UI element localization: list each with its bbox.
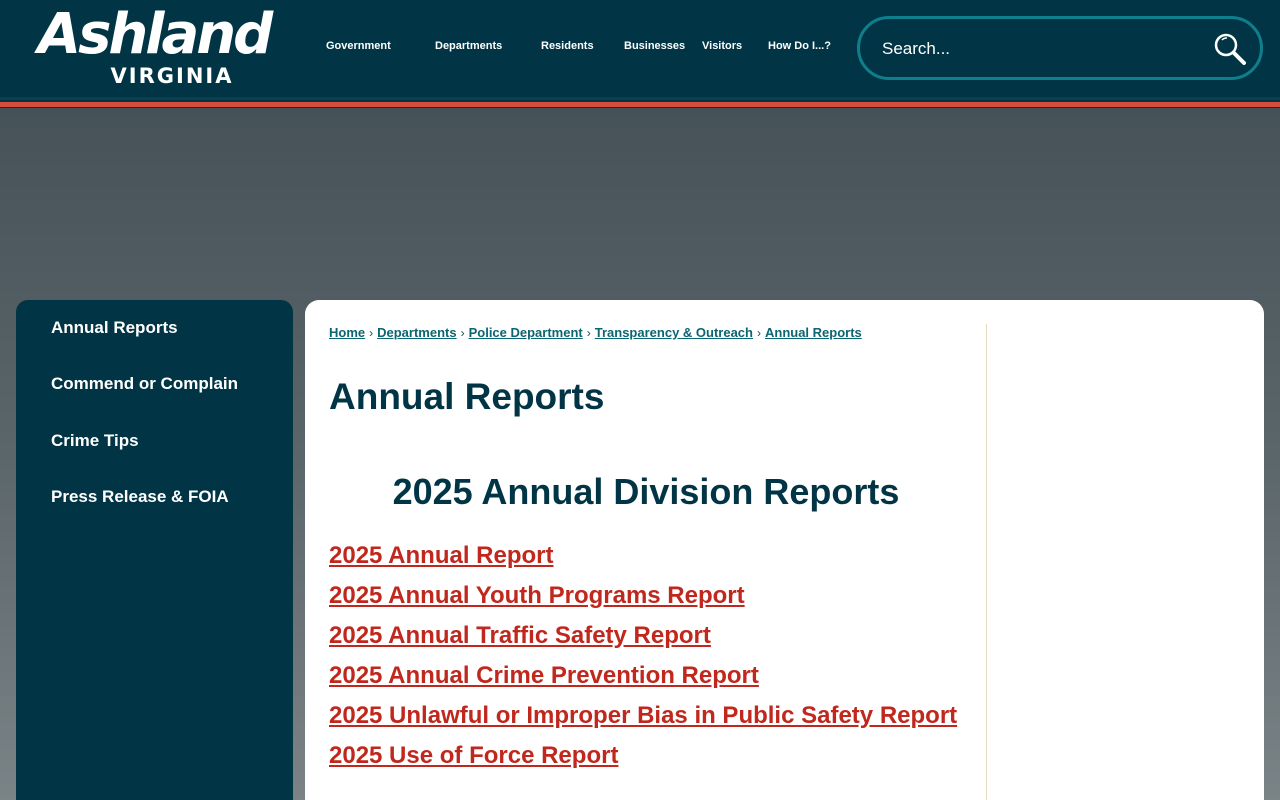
nav-how-do-i[interactable]: How Do I...? — [768, 40, 831, 52]
breadcrumb-annual-reports[interactable]: Annual Reports — [764, 325, 862, 340]
nav-residents[interactable]: Residents — [541, 40, 594, 52]
column-divider — [986, 324, 987, 800]
breadcrumb-separator: › — [460, 326, 465, 340]
nav-businesses[interactable]: Businesses — [624, 40, 686, 52]
breadcrumb-separator: › — [369, 326, 374, 340]
report-link-use-of-force[interactable]: 2025 Use of Force Report — [329, 742, 619, 769]
report-link-youth-programs[interactable]: 2025 Annual Youth Programs Report — [329, 582, 745, 609]
site-header — [0, 0, 1280, 97]
list-item — [329, 580, 957, 620]
report-link-crime-prevention[interactable]: 2025 Annual Crime Prevention Report — [329, 662, 759, 689]
page-title: Annual Reports — [329, 376, 605, 417]
logo-subtitle: VIRGINIA — [110, 64, 234, 88]
logo-wordmark: Ashland — [37, 2, 271, 67]
ashland-virginia-logo[interactable] — [24, 2, 284, 92]
header-accent-stripe — [0, 97, 1280, 108]
breadcrumb-home[interactable]: Home — [329, 325, 366, 340]
list-item — [329, 620, 957, 660]
list-item — [329, 700, 957, 740]
sidebar-item-crime-tips[interactable]: Crime Tips — [51, 431, 139, 450]
breadcrumb-transparency-outreach[interactable]: Transparency & Outreach — [594, 325, 753, 340]
breadcrumb-separator: › — [756, 326, 761, 340]
list-item — [329, 540, 957, 580]
sidebar-item-annual-reports[interactable]: Annual Reports — [51, 318, 178, 337]
sidebar-item-commend-or-complain[interactable]: Commend or Complain — [51, 374, 239, 393]
breadcrumb-separator: › — [586, 326, 591, 340]
breadcrumb-police-department[interactable]: Police Department — [468, 325, 583, 340]
report-link-annual[interactable]: 2025 Annual Report — [329, 542, 554, 569]
search-input[interactable] — [880, 33, 1204, 65]
nav-government[interactable]: Government — [326, 40, 391, 52]
nav-departments[interactable]: Departments — [435, 40, 503, 52]
sidebar-item-press-release-foia[interactable]: Press Release & FOIA — [51, 487, 229, 506]
sidebar — [16, 300, 293, 800]
nav-visitors[interactable]: Visitors — [702, 40, 743, 52]
search-icon[interactable] — [1212, 31, 1248, 67]
section-title: 2025 Annual Division Reports — [392, 471, 900, 512]
report-link-bias-public-safety[interactable]: 2025 Unlawful or Improper Bias in Public Safety Report — [329, 702, 958, 729]
report-link-traffic-safety[interactable]: 2025 Annual Traffic Safety Report — [329, 622, 711, 649]
report-links-list — [329, 540, 957, 780]
breadcrumb-departments[interactable]: Departments — [377, 325, 457, 340]
breadcrumb — [329, 325, 862, 340]
list-item — [329, 740, 957, 780]
list-item — [329, 660, 957, 700]
search-box — [857, 16, 1263, 80]
content-card — [305, 300, 1264, 800]
